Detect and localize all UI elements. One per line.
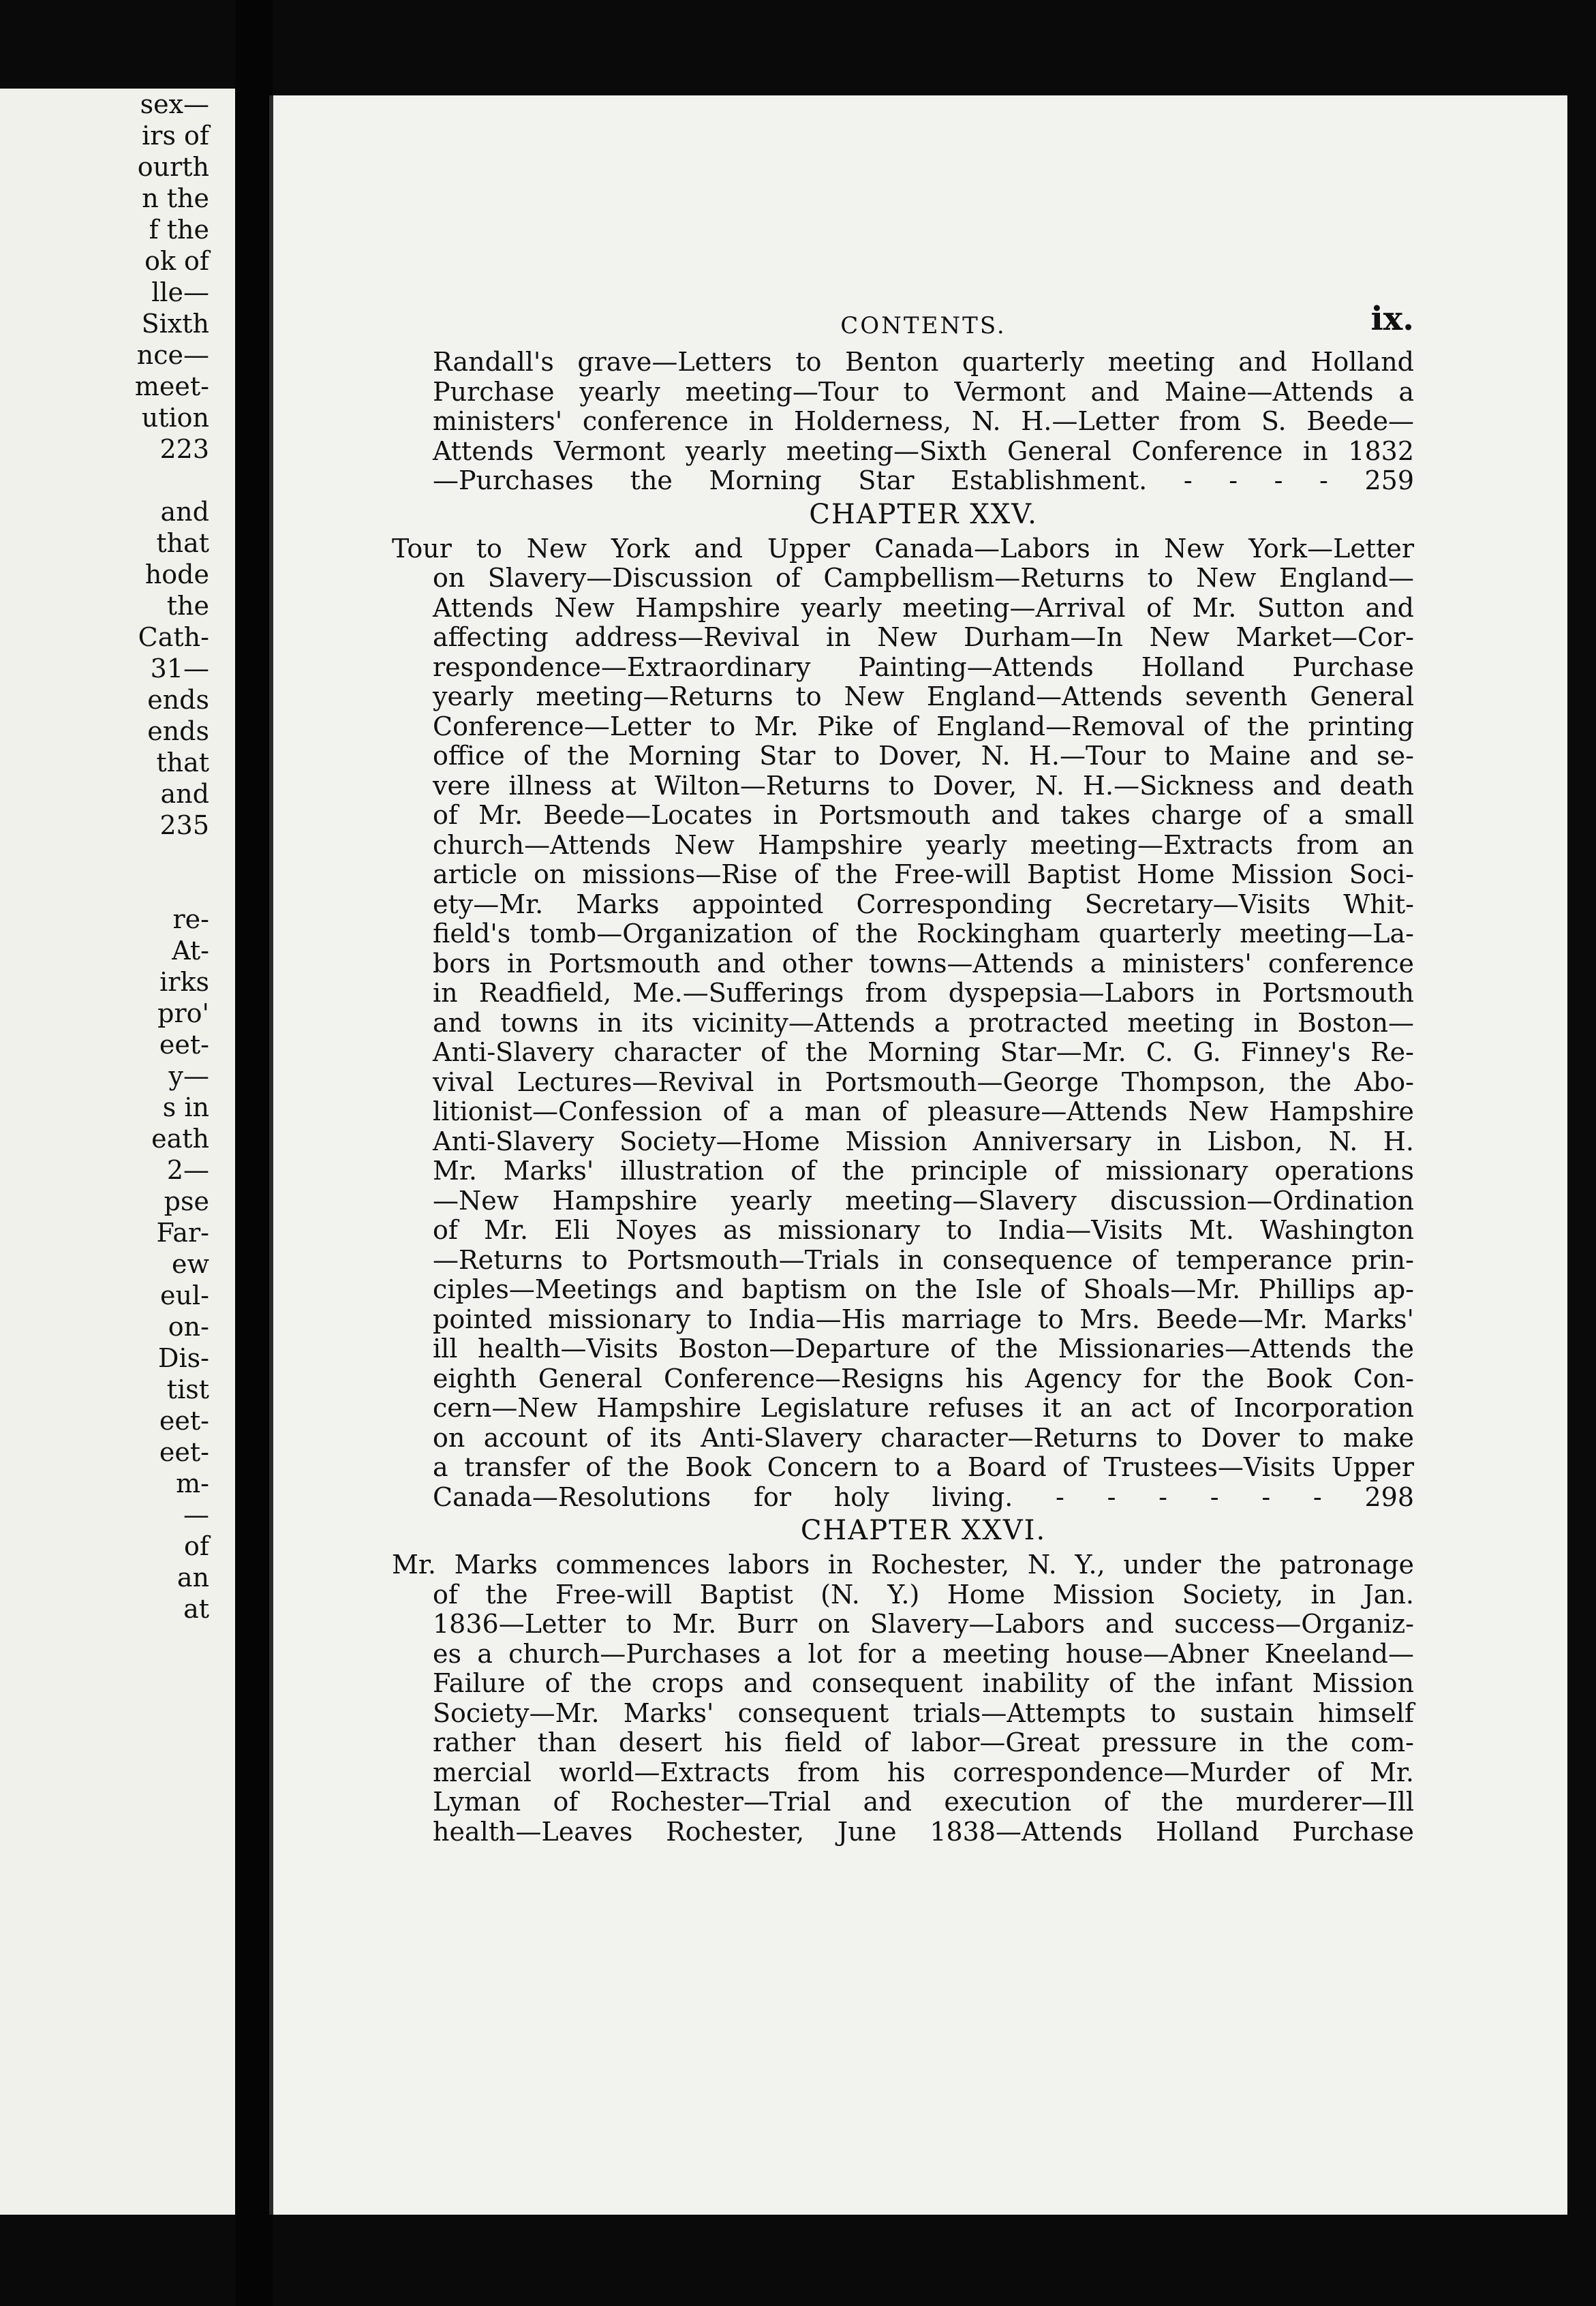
continuation-entry (433, 348, 1414, 496)
chapter-heading-xxvi: CHAPTER XXVI. (800, 1515, 1047, 1546)
left-page-line: ok of (144, 246, 209, 276)
left-page-line: eet- (159, 1437, 209, 1467)
text-line: respondence—Extraordinary Painting—Attends Holland Purchase (433, 651, 1414, 682)
text-line: Attends Vermont yearly meeting—Sixth General Conference in 1832 (433, 435, 1414, 466)
text-line: mercial world—Extracts from his correspondence—Murder of Mr. (433, 1757, 1414, 1787)
left-page-line: ends (147, 716, 209, 746)
text-line: —Purchases the Morning Star Establishment. - - - - 259 (433, 465, 1414, 495)
left-page-line: the (166, 591, 209, 621)
left-page-line: m- (176, 1469, 209, 1498)
text-line: Randall's grave—Letters to Benton quarterly meeting and Holland (433, 347, 1414, 377)
text-line: ministers' conference in Holderness, N. H.—Letter from S. Beede— (433, 406, 1414, 436)
left-page-line: lle— (151, 277, 209, 307)
text-line: of Mr. Eli Noyes as missionary to India—Visits Mt. Washington (433, 1215, 1414, 1245)
left-page-line: n the (142, 183, 209, 213)
left-page-line: meet- (134, 371, 209, 401)
text-line: 1836—Letter to Mr. Burr on Slavery—Labors and success—Organiz- (433, 1609, 1414, 1639)
left-page-line: and (160, 779, 209, 809)
left-page-line: irs of (142, 121, 209, 151)
text-line: field's tomb—Organization of the Rockingham quarterly meeting—La- (433, 919, 1414, 949)
left-page-line: pse (164, 1186, 209, 1216)
left-page-line: re- (172, 904, 209, 934)
text-line: eighth General Conference—Resigns his Agency for the Book Con- (433, 1363, 1414, 1394)
text-line: Tour to New York and Upper Canada—Labors in New York—Letter (392, 533, 1414, 564)
left-page-line: eul- (160, 1280, 209, 1310)
left-page-line: Far- (156, 1218, 209, 1248)
text-line: cern—New Hampshire Legislature refuses it an act of Incorporation (433, 1393, 1414, 1423)
left-page-line: — (183, 1500, 209, 1530)
left-page-line: eet- (159, 1406, 209, 1436)
page-header (433, 300, 1414, 348)
left-page-line: y— (168, 1061, 209, 1091)
text-line: litionist—Confession of a man of pleasure—Attends New Hampshire (433, 1096, 1414, 1126)
left-page-line: eet- (159, 1030, 209, 1060)
text-line: Lyman of Rochester—Trial and execution of the murderer—Ill (433, 1787, 1414, 1817)
left-page-line: nce— (136, 340, 209, 370)
running-head: CONTENTS. (840, 312, 1007, 339)
left-page-line: 235 (159, 810, 209, 840)
text-line: a transfer of the Book Concern to a Board of Trustees—Visits Upper (433, 1452, 1414, 1482)
text-line: Conference—Letter to Mr. Pike of England—Removal of the printing (433, 711, 1414, 741)
text-line: ety—Mr. Marks appointed Corresponding Secretary—Visits Whit- (433, 889, 1414, 919)
text-line: affecting address—Revival in New Durham—In New Market—Cor- (433, 622, 1414, 652)
text-line: in Readfield, Me.—Sufferings from dyspepsia—Labors in Portsmouth (433, 978, 1414, 1008)
left-page-line: Cath- (138, 622, 209, 652)
left-page-line (32, 872, 209, 904)
text-line: ill health—Visits Boston—Departure of the Missionaries—Attends the (433, 1334, 1414, 1364)
text-line: —Returns to Portsmouth—Trials in consequence of temperance prin- (433, 1244, 1414, 1275)
left-page-line: s in (162, 1092, 209, 1122)
right-page (269, 95, 1567, 2215)
text-line: Mr. Marks commences labors in Rochester, N. Y., under the patronage (392, 1550, 1414, 1580)
left-page-line (32, 841, 209, 872)
text-line: Mr. Marks' illustration of the principle of missionary operations (433, 1156, 1414, 1186)
text-line: on Slavery—Discussion of Campbellism—Returns to New England— (433, 563, 1414, 593)
text-line: bors in Portsmouth and other towns—Attends a ministers' conference (433, 948, 1414, 979)
left-page-line (32, 465, 209, 496)
left-page-line: tist (166, 1374, 209, 1404)
text-line: of Mr. Beede—Locates in Portsmouth and takes charge of a small (433, 800, 1414, 830)
left-page-line: hode (144, 559, 209, 589)
left-page-line: that (156, 528, 209, 558)
text-line: es a church—Purchases a lot for a meeting house—Abner Kneeland— (433, 1638, 1414, 1669)
text-line: Failure of the crops and consequent inability of the infant Mission (433, 1668, 1414, 1698)
left-page-line: 223 (159, 434, 209, 464)
text-line: and towns in its vicinity—Attends a protracted meeting in Boston— (433, 1007, 1414, 1038)
text-line: Anti-Slavery character of the Morning Star—Mr. C. G. Finney's Re- (433, 1037, 1414, 1067)
left-page-line: pro' (157, 998, 209, 1028)
left-page-text (32, 89, 209, 1625)
left-page-line: sex— (140, 89, 209, 119)
left-page-line: ourth (137, 152, 209, 182)
text-line: —New Hampshire yearly meeting—Slavery discussion—Ordination (433, 1185, 1414, 1216)
left-page-line: ew (171, 1249, 209, 1279)
left-page-line: ends (147, 685, 209, 715)
left-page-line: Dis- (158, 1343, 209, 1373)
left-page-line: at (183, 1594, 209, 1624)
text-line: office of the Morning Star to Dover, N. H.—Tour to Maine and se- (433, 741, 1414, 771)
book-gutter (235, 0, 273, 2306)
text-line: health—Leaves Rochester, June 1838—Attends Holland Purchase (433, 1816, 1414, 1847)
left-page-line: that (156, 748, 209, 778)
chapter-xxv-summary (392, 533, 1414, 1513)
left-page-line: 31— (150, 654, 209, 683)
text-line: church—Attends New Hampshire yearly meeting—Extracts from an (433, 829, 1414, 860)
left-page-line: ution (141, 403, 209, 433)
text-line: ciples—Meetings and baptism on the Isle of Shoals—Mr. Phillips ap- (433, 1274, 1414, 1304)
left-page-line: of (184, 1531, 209, 1561)
left-page-line: eath (151, 1124, 209, 1154)
chapter-xxvi-summary (392, 1550, 1414, 1847)
chapter-heading-xxv: CHAPTER XXV. (809, 498, 1038, 530)
text-line: Canada—Resolutions for holy living. - - - - - - 298 (433, 1481, 1414, 1512)
text-line: Anti-Slavery Society—Home Mission Anniversary in Lisbon, N. H. (433, 1126, 1414, 1156)
text-line: of the Free-will Baptist (N. Y.) Home Mission Society, in Jan. (433, 1579, 1414, 1610)
text-line: Society—Mr. Marks' consequent trials—Attempts to sustain himself (433, 1697, 1414, 1728)
text-line: pointed missionary to India—His marriage to Mrs. Beede—Mr. Marks' (433, 1304, 1414, 1334)
left-page-line: an (177, 1563, 209, 1593)
text-line: article on missions—Rise of the Free-will Baptist Home Mission Soci- (433, 859, 1414, 889)
text-line: on account of its Anti-Slavery character—Returns to Dover to make (433, 1422, 1414, 1453)
left-page-line: irks (159, 967, 209, 997)
text-line: yearly meeting—Returns to New England—Attends seventh General (433, 681, 1414, 711)
text-line: vival Lectures—Revival in Portsmouth—George Thompson, the Abo- (433, 1066, 1414, 1097)
left-page-line: on- (168, 1312, 209, 1342)
left-page-line: and (160, 497, 209, 527)
left-page-line: 2— (166, 1155, 209, 1185)
left-page-line: Sixth (141, 309, 209, 339)
left-page-line: f the (149, 215, 209, 245)
text-line: Attends New Hampshire yearly meeting—Arrival of Mr. Sutton and (433, 592, 1414, 623)
contents-column (392, 300, 1414, 1847)
text-line: vere illness at Wilton—Returns to Dover, N. H.—Sickness and death (433, 770, 1414, 801)
left-page-line: At- (172, 936, 209, 966)
text-line: rather than desert his field of labor—Great pressure in the com- (433, 1727, 1414, 1757)
page-number: ix. (1370, 300, 1414, 338)
text-line: Purchase yearly meeting—Tour to Vermont and Maine—Attends a (433, 376, 1414, 407)
left-facing-page (0, 89, 235, 2215)
